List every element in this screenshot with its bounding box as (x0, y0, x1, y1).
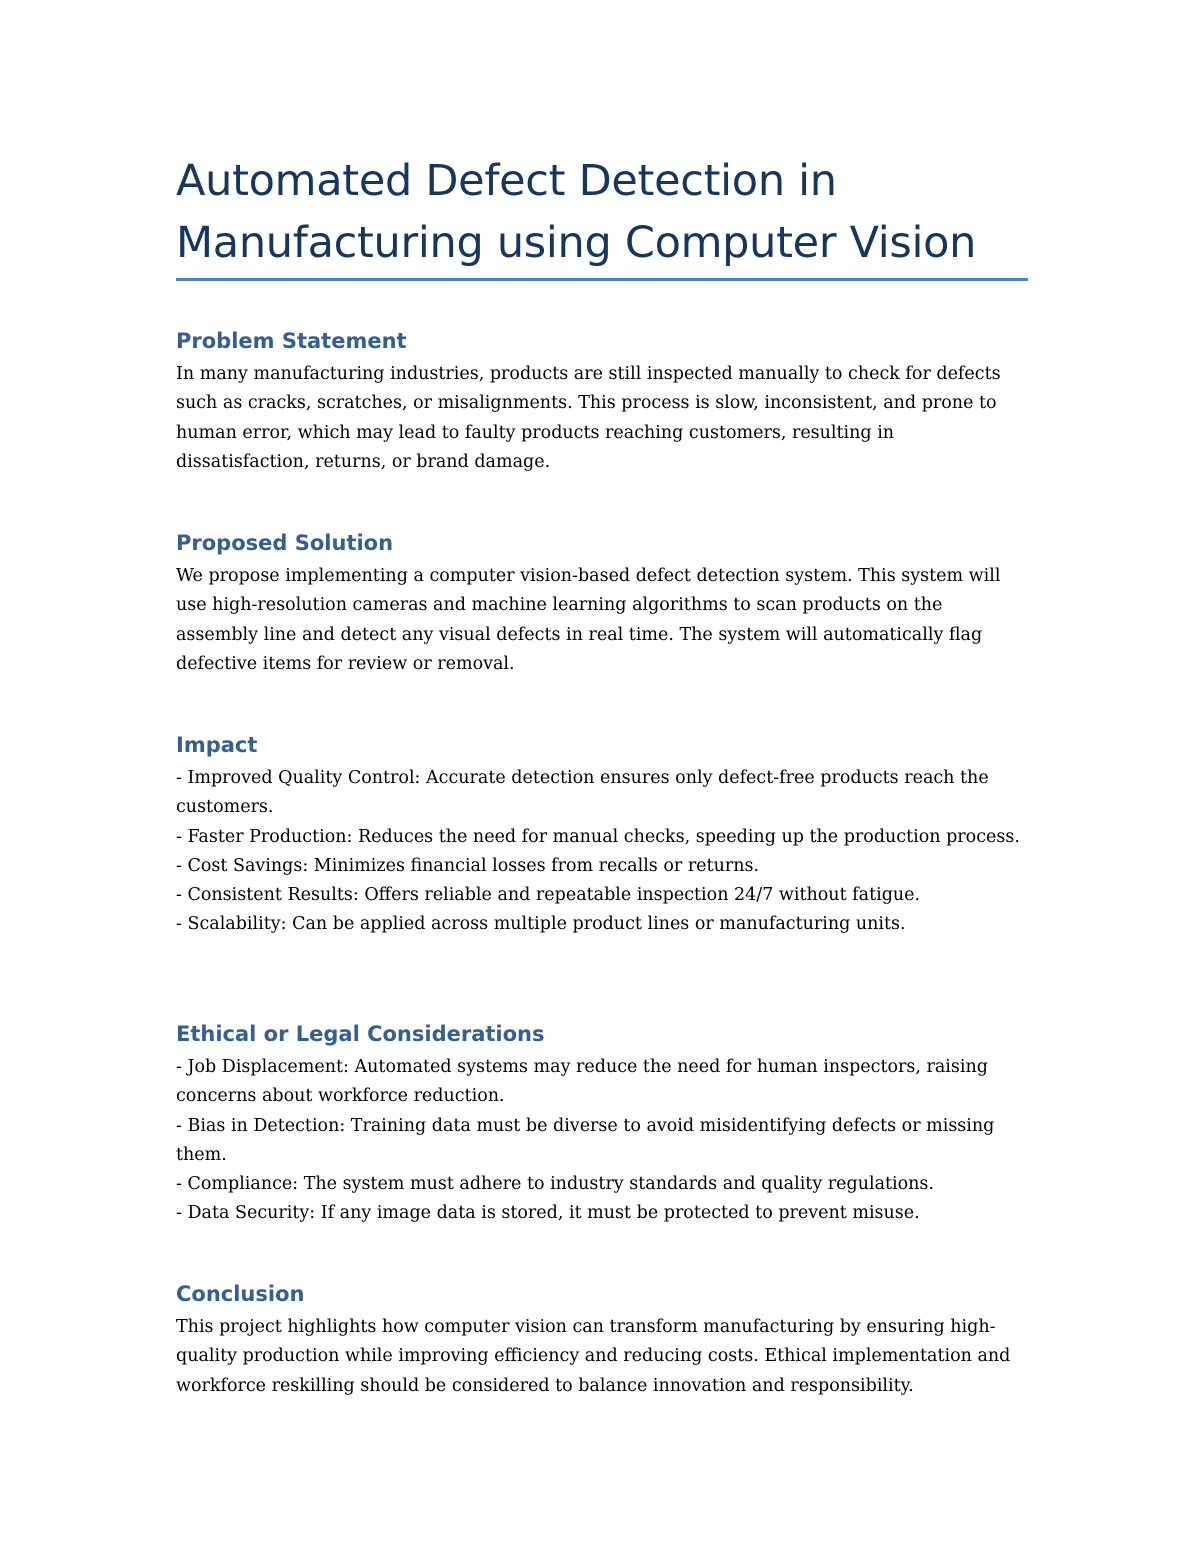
conclusion-text: This project highlights how computer vision can transform manufacturing by ensuring high-quality production while improving efficiency and reducing costs. Ethical implementation and workforce reskilling should be considered to balance innovation and responsibility. (176, 1317, 1011, 1396)
proposed-solution-heading: Proposed Solution (176, 531, 394, 555)
impact-item: - Consistent Results: Offers reliable and repeatable inspection 24/7 without fatigue. (176, 885, 921, 906)
ethics-item: - Compliance: The system must adhere to industry standards and quality regulations. (176, 1174, 934, 1195)
ethics-item: - Data Security: If any image data is stored, it must be protected to prevent misuse. (176, 1203, 920, 1224)
impact-heading: Impact (176, 733, 258, 757)
document-title-line-2: Manufacturing using Computer Vision (176, 218, 977, 268)
impact-item: - Faster Production: Reduces the need for manual checks, speeding up the production process. (176, 826, 1020, 847)
title-underline-rule (176, 278, 1028, 281)
ethical-legal-section (176, 1019, 1028, 1229)
ethical-legal-heading: Ethical or Legal Considerations (176, 1022, 545, 1046)
impact-section (176, 730, 1028, 940)
ethics-item: - Bias in Detection: Training data must be diverse to avoid misidentifying defects or missing them. (176, 1115, 995, 1165)
impact-item: - Cost Savings: Minimizes financial losses from recalls or returns. (176, 855, 760, 876)
conclusion-section (176, 1279, 1028, 1401)
ethics-item: - Job Displacement: Automated systems may reduce the need for human inspectors, raising concerns about workforce reduction. (176, 1057, 988, 1107)
impact-item: - Improved Quality Control: Accurate detection ensures only defect-free products reach the customers. (176, 768, 989, 818)
document-page (176, 150, 1028, 1396)
problem-statement-text: In many manufacturing industries, products are still inspected manually to check for defects such as cracks, scratches, or misalignments. This process is slow, inconsistent, and prone to human error, which may lead to faulty products reaching customers, resulting in dissatisfaction, returns, or brand damage. (176, 364, 1001, 472)
document-title (176, 150, 1028, 274)
proposed-solution-text: We propose implementing a computer vision-based defect detection system. This system will use high-resolution cameras and machine learning algorithms to scan products on the assembly line and detect any visual defects in real time. The system will automatically flag defective items for review or removal. (176, 566, 1001, 674)
impact-item: - Scalability: Can be applied across multiple product lines or manufacturing units. (176, 914, 906, 935)
document-title-line-1: Automated Defect Detection in (176, 156, 837, 206)
problem-statement-section (176, 326, 1028, 477)
proposed-solution-section (176, 528, 1028, 679)
conclusion-heading: Conclusion (176, 1282, 305, 1306)
problem-statement-heading: Problem Statement (176, 329, 407, 353)
